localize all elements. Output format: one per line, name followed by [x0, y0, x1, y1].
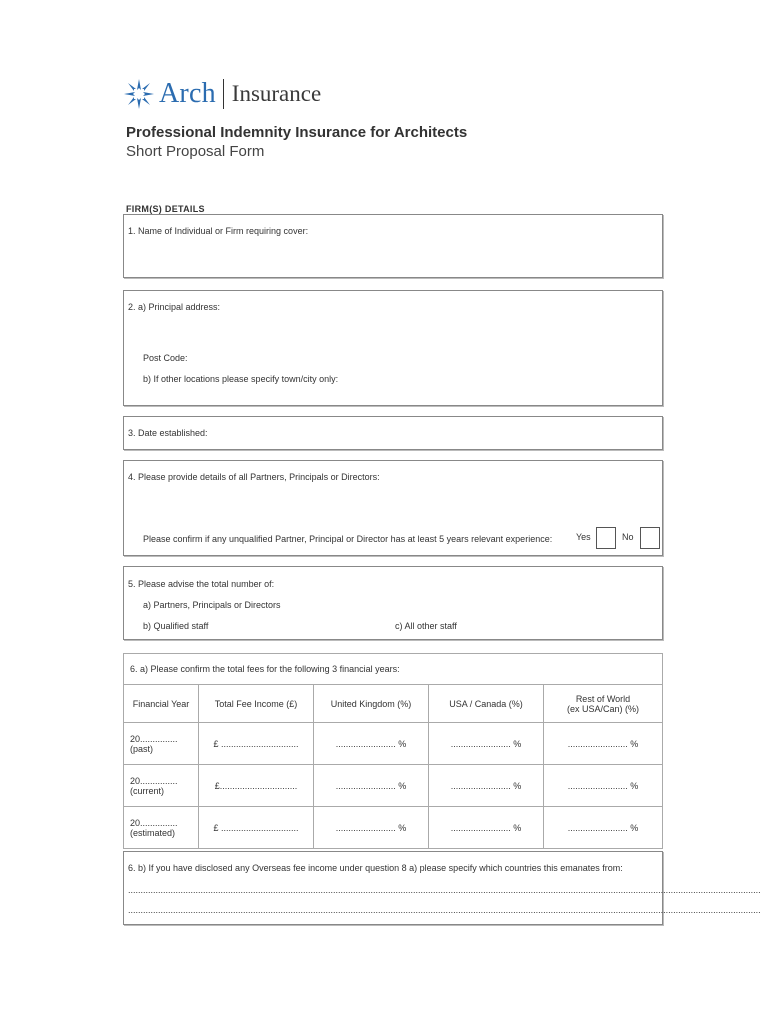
postcode-label: Post Code: [143, 353, 188, 363]
header-row-line1: Rest of World [575, 693, 631, 704]
q2a-label: 2. a) Principal address: [128, 302, 221, 312]
header-total-fee: Total Fee Income (£) [199, 685, 314, 723]
logo-product-text: Insurance [231, 81, 322, 106]
yes-label: Yes [576, 532, 591, 542]
table-title-row [124, 654, 663, 685]
table-row[interactable] [124, 723, 663, 765]
fee-cell[interactable]: £............................... [199, 765, 314, 807]
header-rest-of-world [544, 685, 663, 723]
table-row[interactable] [124, 765, 663, 807]
header-row-line2: (ex USA/Can) (%) [566, 703, 639, 714]
q6b-answer-line-2[interactable]: ............................................................................................................................................................................................................................................................. [128, 905, 761, 915]
year-label: (estimated) [130, 827, 176, 838]
year-cell[interactable] [124, 807, 199, 849]
page-title: Professional Indemnity Insurance for Architects [126, 124, 468, 141]
q6a-label: 6. a) Please confirm the total fees for the following 3 financial years: [124, 654, 663, 685]
uk-cell[interactable]: ........................ % [314, 807, 429, 849]
year-dots: 20............... [130, 817, 178, 828]
yes-checkbox[interactable] [596, 527, 616, 549]
usa-cell[interactable]: ........................ % [429, 723, 544, 765]
year-cell[interactable] [124, 765, 199, 807]
table-header-row [124, 685, 663, 723]
header-uk: United Kingdom (%) [314, 685, 429, 723]
q5c-label: c) All other staff [395, 621, 457, 631]
header-usa-canada-text: USA / Canada (%) [449, 698, 523, 709]
row-cell[interactable]: ........................ % [544, 765, 663, 807]
header-financial-year: Financial Year [124, 685, 199, 723]
year-dots: 20............... [130, 775, 178, 786]
usa-cell[interactable]: ........................ % [429, 807, 544, 849]
q4-confirm-label: Please confirm if any unqualified Partner, Principal or Director has at least 5 years relevant experience: [143, 534, 553, 544]
q2b-label: b) If other locations please specify town/city only: [143, 374, 339, 384]
fees-table [123, 653, 663, 849]
section-heading: FIRM(S) DETAILS [126, 204, 205, 214]
year-label: (current) [130, 785, 165, 796]
header-usa-canada [429, 685, 544, 723]
q5-label: 5. Please advise the total number of: [128, 579, 275, 589]
year-dots: 20............... [130, 733, 178, 744]
arch-star-icon [122, 77, 156, 111]
fee-cell[interactable]: £ ............................... [199, 723, 314, 765]
q1-box[interactable] [123, 214, 663, 278]
arch-insurance-logo [122, 74, 321, 114]
uk-cell[interactable]: ........................ % [314, 765, 429, 807]
uk-cell[interactable]: ........................ % [314, 723, 429, 765]
logo-divider [223, 79, 224, 109]
q5b-label: b) Qualified staff [143, 621, 209, 631]
logo-brand-text: Arch [159, 78, 216, 109]
q6b-label: 6. b) If you have disclosed any Overseas fee income under question 8 a) please specify which countries this emanates from: [128, 863, 623, 873]
table-row[interactable] [124, 807, 663, 849]
row-cell[interactable]: ........................ % [544, 723, 663, 765]
no-checkbox[interactable] [640, 527, 660, 549]
q6b-answer-line-1[interactable]: ............................................................................................................................................................................................................................................................. [128, 885, 761, 895]
q1-label: 1. Name of Individual or Firm requiring cover: [128, 226, 309, 236]
q3-label: 3. Date established: [128, 428, 208, 438]
year-label: (past) [130, 743, 154, 754]
row-cell[interactable]: ........................ % [544, 807, 663, 849]
q4-label: 4. Please provide details of all Partners, Principals or Directors: [128, 472, 380, 482]
no-label: No [622, 532, 634, 542]
usa-cell[interactable]: ........................ % [429, 765, 544, 807]
q5a-label: a) Partners, Principals or Directors [143, 600, 281, 610]
year-cell[interactable] [124, 723, 199, 765]
fee-cell[interactable]: £ ............................... [199, 807, 314, 849]
page-subtitle: Short Proposal Form [126, 143, 265, 160]
